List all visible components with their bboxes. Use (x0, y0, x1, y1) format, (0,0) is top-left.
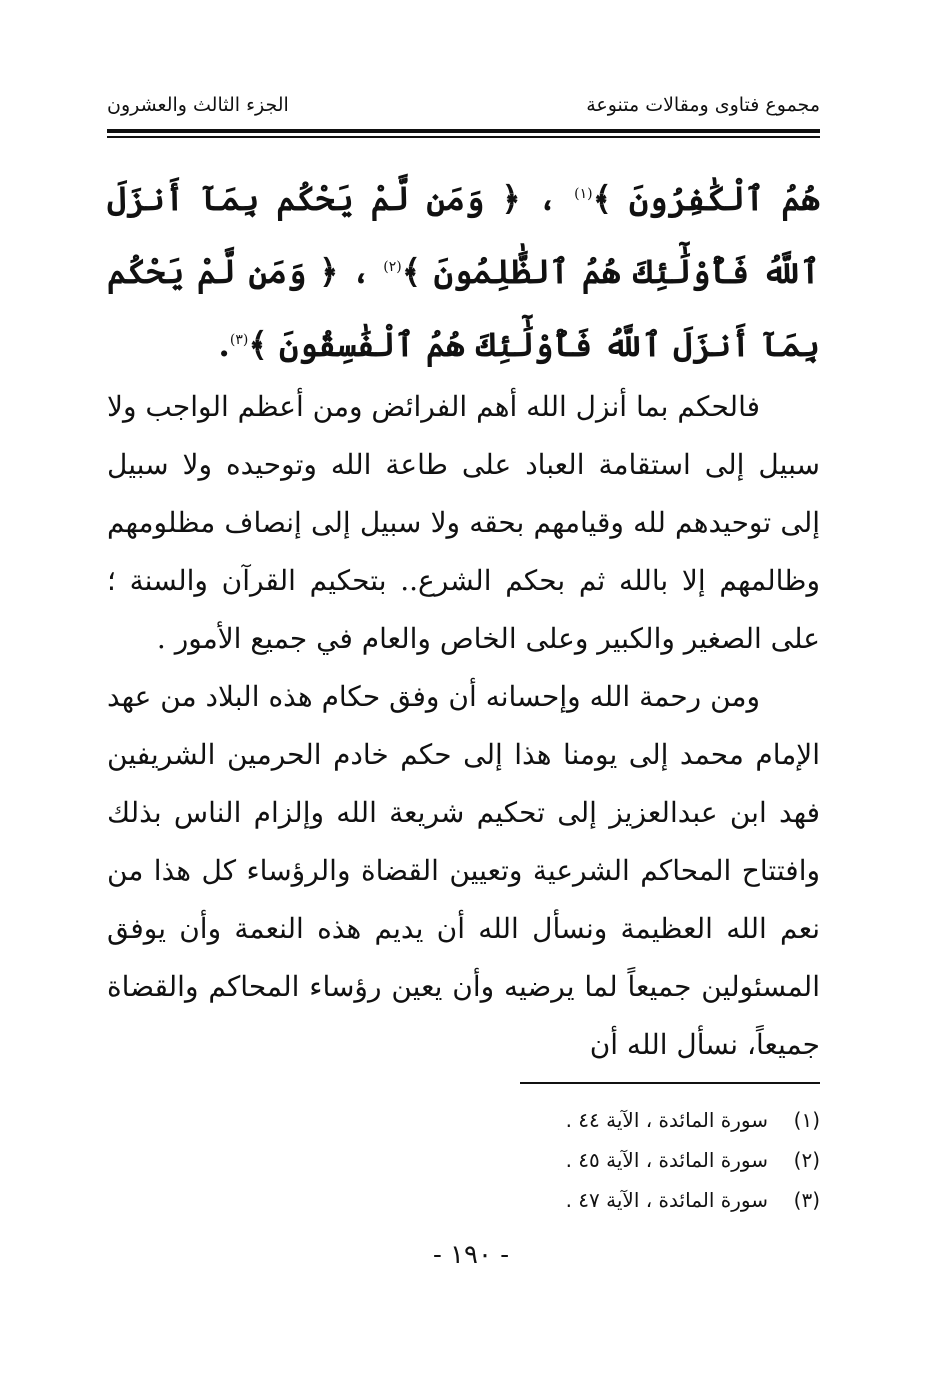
verse-1-end: هُمُ ٱلْكَٰفِرُونَ ﴾ (592, 179, 820, 218)
footnote-separator (520, 1082, 820, 1084)
verse-3: ، ﴿ وَمَن لَّمْ يَحْكُم بِمَآ أَنزَلَ ٱللَّهُ فَأُوْلَٰٓئِكَ هُمُ ٱلْفَٰسِقُونَ ﴾ (107, 252, 820, 364)
body-text (107, 378, 820, 1074)
footnote-ref-1: (١) (574, 186, 593, 202)
footnote-number: (٣) (793, 1188, 820, 1212)
footnote-number: (١) (793, 1108, 820, 1132)
volume-label: الجزء الثالث والعشرون (107, 94, 289, 116)
page-number: - ١٩٠ - (432, 1240, 510, 1270)
verse-2: ، ﴿ وَمَن لَّمْ يَحْكُم بِمَآ أَنزَلَ ٱللَّهُ فَأُوْلَٰٓئِكَ هُمُ ٱلظَّٰلِمُونَ ﴾ (107, 179, 820, 291)
header-rule-thick (107, 129, 820, 133)
paragraph-2: ومن رحمة الله وإحسانه أن وفق حكام هذه البلاد من عهد الإمام محمد إلى يومنا هذا إلى حكم خادم الحرمين الشريفين فهد ابن عبدالعزيز إلى تحكيم شريعة الله وإلزام الناس بذلك وافتتاح المحاكم الشرعية وتعيين القضاة والرؤساء كل هذا من نعم الله العظيمة ونسأل الله أن يديم هذه النعمة وأن يوفق المسئولين جميعاً لما يرضيه وأن يعين رؤساء المحاكم والقضاة جميعاً، نسأل الله أن (107, 680, 820, 1061)
footnote-number: (٢) (793, 1148, 820, 1172)
footnote-item (107, 1180, 820, 1220)
quran-verses (107, 160, 820, 379)
footnote-item (107, 1100, 820, 1140)
footnote-text: سورة المائدة ، الآية ٤٧ . (565, 1188, 768, 1212)
book-title: مجموع فتاوى ومقالات متنوعة (586, 94, 820, 116)
page-header (107, 92, 820, 128)
footnote-ref-2: (٢) (383, 259, 402, 275)
verse-3-tail: . (218, 325, 230, 364)
footnote-text: سورة المائدة ، الآية ٤٤ . (565, 1108, 768, 1132)
footnotes (107, 1100, 820, 1220)
footnote-ref-3: (٣) (229, 332, 249, 348)
footnote-text: سورة المائدة ، الآية ٤٥ . (565, 1148, 768, 1172)
footnote-item (107, 1140, 820, 1180)
paragraph-1: فالحكم بما أنزل الله أهم الفرائض ومن أعظم الواجب ولا سبيل إلى استقامة العباد على طاعة الله وتوحيده ولا سبيل إلى توحيدهم لله وقيامهم بحقه ولا سبيل إلى إنصاف مظلومهم وظالمهم إلا بالله ثم بحكم الشرع.. بتحكيم القرآن والسنة ؛ على الصغير والكبير وعلى الخاص والعام في جميع الأمور . (107, 390, 820, 655)
header-rule-thin (107, 136, 820, 138)
